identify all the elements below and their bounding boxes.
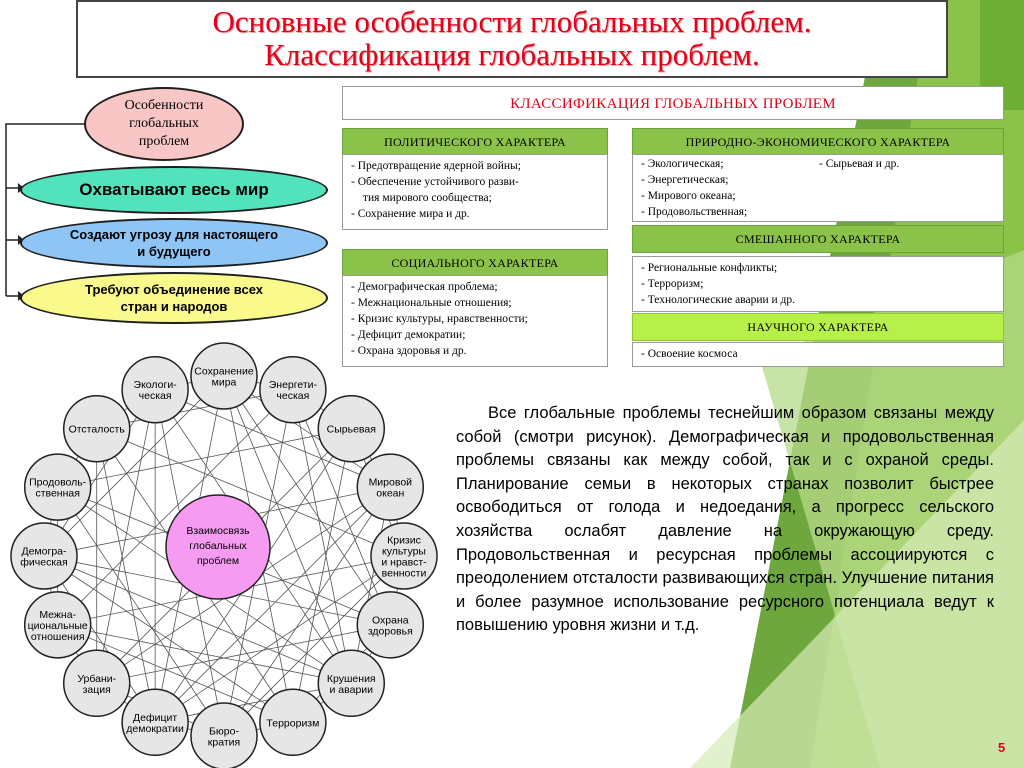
list-item: - Освоение космоса: [641, 348, 738, 360]
natural-list: [632, 154, 1004, 222]
problem-node-label: Сохранение: [194, 365, 254, 378]
feature-oval-unity: [20, 272, 328, 324]
problem-node: [25, 592, 91, 658]
problem-node-label: Урбани-: [77, 672, 117, 685]
problem-node-label: Терроризм: [266, 717, 320, 730]
problem-node-label: культуры: [382, 545, 426, 558]
list-item: - Сырьевая и др.: [819, 158, 900, 170]
problem-node: [260, 689, 326, 755]
problem-node: [25, 454, 91, 520]
feature-text: и будущего: [137, 244, 211, 259]
problem-node-label: зация: [82, 683, 111, 696]
slide-title: [76, 0, 948, 78]
problem-node-label: мира: [211, 376, 237, 389]
list-item: - Сохранение мира и др.: [351, 208, 470, 220]
problem-node: [64, 650, 130, 716]
problem-node-label: демократии: [126, 722, 184, 735]
feature-oval-world: [20, 166, 328, 214]
problem-node-label: ческая: [276, 390, 310, 403]
list-item: - Энергетическая;: [641, 174, 729, 186]
problem-node-label: венности: [381, 567, 427, 580]
features-head-oval: [84, 87, 244, 161]
political-head: ПОЛИТИЧЕСКОГО ХАРАКТЕРА: [342, 128, 608, 156]
problem-node-label: Сырьевая: [326, 423, 376, 436]
body-paragraph: Все глобальные проблемы теснейшим образом связаны между собой (смотри рисунок). Демографическая и продовольственная проблемы связаны как между собой, так и с охраной среды. Планирование семьи в некоторых странах позволит быстрее освободиться от голода и недоедания, а прогресс сельского хозяйства ослабят давление на окружающую среду. Продовольственная и ресурсная проблемы ассоциируются с преодолением отсталости развивающихся стран. Улучшение питания и более разумное использование ресурсного потенциала ведут к повышению уровня жизни и т.д.: [456, 404, 994, 635]
list-item: - Региональные конфликты;: [641, 262, 778, 274]
problem-node-label: Демогра-: [21, 545, 67, 558]
list-item: - Экологическая;: [641, 158, 724, 170]
list-item: - Дефицит демократии;: [351, 329, 466, 341]
problem-node: [357, 454, 423, 520]
features-head-line: глобальных: [129, 116, 199, 131]
feature-text: стран и народов: [120, 299, 228, 314]
problem-node: [357, 592, 423, 658]
problem-node-label: циональные: [27, 619, 88, 632]
feature-oval-threat: [20, 218, 328, 268]
problem-node-label: отношения: [30, 630, 85, 643]
scientific-list: [632, 342, 1004, 367]
mixed-head: СМЕШАННОГО ХАРАКТЕРА: [632, 225, 1004, 253]
problem-node: [122, 357, 188, 423]
center-node-label: проблем: [196, 555, 240, 567]
mixed-list: [632, 256, 1004, 312]
list-item: - Терроризм;: [641, 278, 704, 290]
problem-node: [318, 650, 384, 716]
problem-node-label: Экологи-: [133, 379, 177, 392]
problem-node: [191, 703, 257, 768]
feature-text: Создают угрозу для настоящего: [69, 227, 279, 242]
list-item: - Продовольственная;: [641, 206, 748, 218]
title-line-1: Основные особенности глобальных проблем.: [212, 4, 812, 39]
problem-node-label: Бюро-: [209, 725, 239, 738]
problem-node-label: Продоволь-: [29, 476, 87, 489]
political-list: [342, 154, 608, 230]
features-head-line: Особенности: [124, 98, 204, 113]
problem-node-label: Дефицит: [133, 711, 178, 724]
problem-node-label: и нравст-: [381, 556, 427, 569]
problem-node-label: ственная: [35, 487, 80, 500]
center-node-label: глобальных: [189, 540, 247, 552]
center-node-label: Взаимосвязь: [186, 525, 250, 537]
classification-title: КЛАССИФИКАЦИЯ ГЛОБАЛЬНЫХ ПРОБЛЕМ: [342, 86, 1004, 120]
problems-network-diagram: [0, 330, 450, 768]
problem-node-label: ческая: [138, 390, 172, 403]
list-item: - Обеспечение устойчивого разви-: [351, 176, 519, 188]
page-number: 5: [998, 740, 1006, 755]
problem-node: [11, 523, 77, 589]
list-item: - Кризис культуры, нравственности;: [351, 313, 528, 325]
problem-node-label: Энергети-: [268, 379, 318, 392]
list-item: - Охрана здоровья и др.: [351, 345, 467, 357]
problem-node-label: Кризис: [387, 534, 421, 547]
list-item: - Межнациональные отношения;: [351, 297, 512, 309]
problem-node-label: океан: [376, 487, 405, 500]
problem-node: [122, 689, 188, 755]
problem-node-label: Крушения: [326, 672, 376, 685]
scientific-head: НАУЧНОГО ХАРАКТЕРА: [632, 313, 1004, 341]
list-item: - Предотвращение ядерной войны;: [351, 160, 521, 172]
problem-node-label: фическая: [20, 556, 68, 569]
features-head-line: проблем: [138, 134, 190, 149]
center-node: [166, 495, 270, 599]
title-line-2: Классификация глобальных проблем.: [264, 37, 760, 72]
list-item: - Мирового океана;: [641, 190, 736, 202]
list-item: тия мирового сообщества;: [363, 192, 492, 204]
list-item: - Технологические аварии и др.: [641, 294, 796, 306]
feature-text: Требуют объединение всех: [85, 282, 263, 297]
problem-node: [318, 396, 384, 462]
problem-node-label: Отсталость: [68, 423, 125, 436]
problem-node-label: кратия: [207, 736, 241, 749]
list-item: - Демографическая проблема;: [351, 281, 498, 293]
problem-node: [64, 396, 130, 462]
natural-head: ПРИРОДНО-ЭКОНОМИЧЕСКОГО ХАРАКТЕРА: [632, 128, 1004, 156]
problem-node-label: Охрана: [371, 614, 409, 627]
problem-node-label: Мировой: [368, 476, 413, 489]
problem-node-label: и аварии: [329, 683, 374, 696]
problem-node-label: здоровья: [367, 625, 413, 638]
problem-node: [260, 357, 326, 423]
feature-text: Охватывают весь мир: [79, 180, 269, 199]
problem-node: [371, 523, 437, 589]
social-head: СОЦИАЛЬНОГО ХАРАКТЕРА: [342, 249, 608, 277]
problem-node: [191, 343, 257, 409]
problem-node-label: Межна-: [39, 608, 77, 621]
